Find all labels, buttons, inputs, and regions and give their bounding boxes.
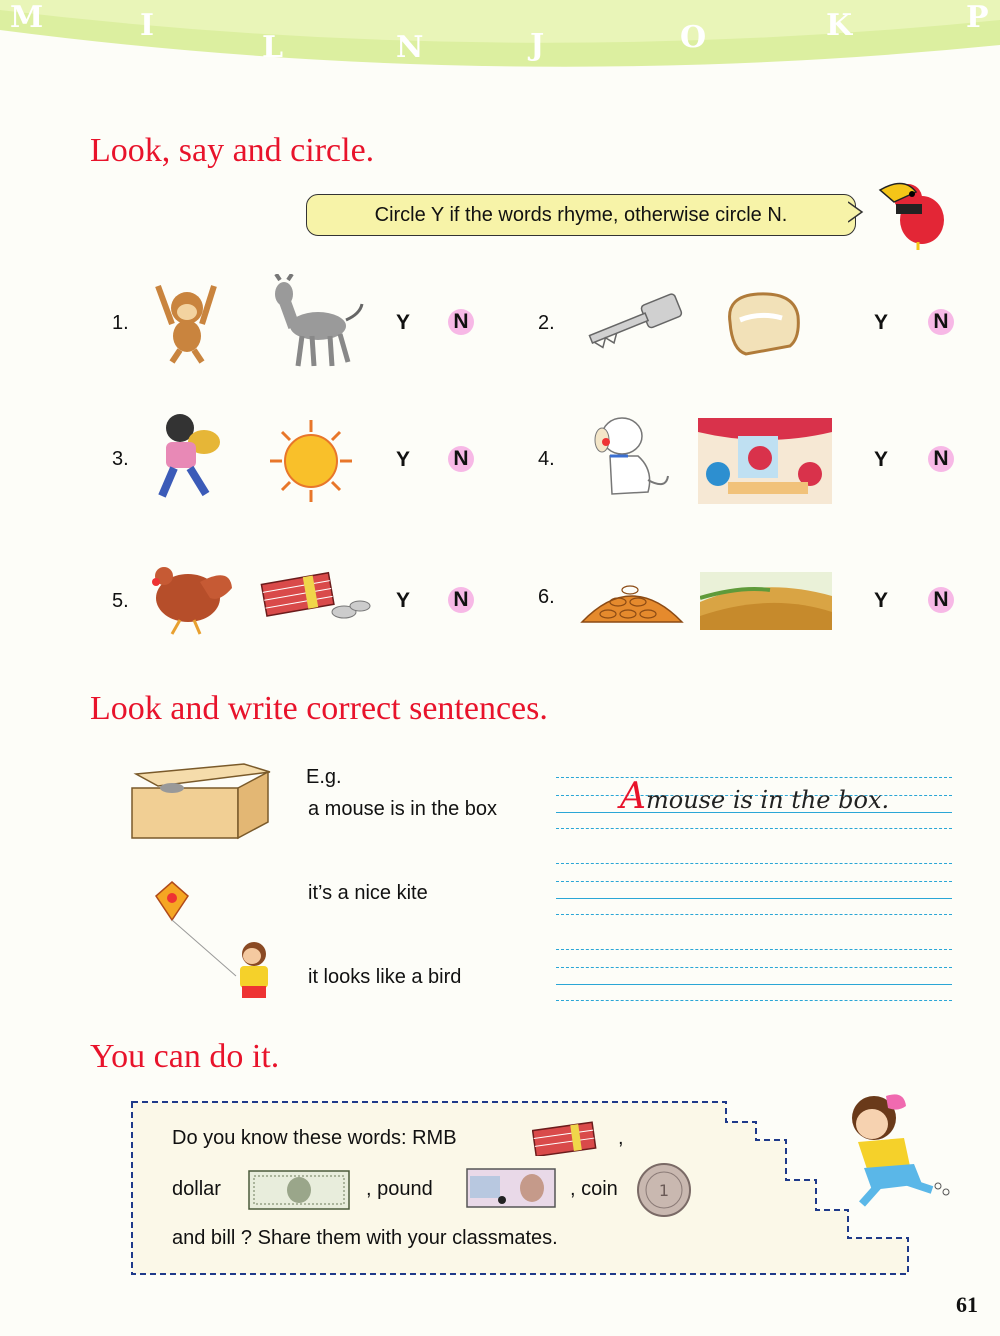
boy-with-kite-icon (136, 876, 276, 1002)
section-title-you-can: You can do it. (90, 1038, 280, 1075)
money-icon (260, 568, 372, 624)
box-with-mouse-icon (128, 760, 274, 840)
banner-letter: N (396, 30, 424, 65)
word-pound: , pound (366, 1178, 433, 1200)
section-title-circle: Look, say and circle. (90, 132, 375, 169)
writing-line (556, 828, 952, 829)
item-number: 1. (112, 312, 129, 334)
writing-line[interactable] (556, 984, 952, 985)
banner-letter: M (10, 0, 44, 35)
item-number: 5. (112, 590, 129, 612)
section-title-write: Look and write correct sentences. (90, 690, 548, 727)
answer-text: mouse is in the box. (646, 786, 890, 814)
bubble-tail (848, 200, 864, 224)
answer-n-circled[interactable]: N (448, 446, 474, 472)
sun-icon (268, 418, 354, 504)
answer-y[interactable]: Y (396, 311, 411, 334)
instruction-text: Circle Y if the words rhyme, otherwise circle N. (374, 203, 788, 226)
banner-letter: O (680, 20, 707, 55)
bread-icon (720, 288, 806, 358)
banner-letter: K (826, 8, 853, 43)
writing-line (556, 949, 952, 950)
answer-n-circled[interactable]: N (928, 446, 954, 472)
key-icon (582, 292, 686, 354)
answer-y[interactable]: Y (874, 311, 889, 334)
instruction-bubble (306, 194, 856, 236)
parrot-icon (874, 176, 954, 252)
item-number: 2. (538, 312, 555, 334)
pound-note-icon (466, 1168, 556, 1208)
rmb-icon (532, 1120, 600, 1156)
dog-icon (582, 410, 674, 502)
writing-line (556, 863, 952, 864)
example-answer (620, 776, 889, 817)
box-line-3: and bill ? Share them with your classmates. (172, 1227, 558, 1249)
answer-n-circled[interactable]: N (928, 309, 954, 335)
word-coin: , coin (570, 1178, 618, 1200)
boy-running-icon (150, 412, 226, 504)
comma: , (618, 1127, 624, 1149)
field-icon (700, 572, 832, 630)
donkey-icon (268, 274, 364, 370)
writing-line (556, 1000, 952, 1001)
dollar-bill-icon (248, 1170, 350, 1210)
banner-letter: J (530, 28, 545, 63)
answer-y[interactable]: Y (396, 448, 411, 471)
answer-n-circled[interactable]: N (448, 309, 474, 335)
svg-text:1: 1 (658, 1181, 670, 1200)
coin-icon (636, 1162, 692, 1218)
sentence-prompt: it looks like a bird (308, 966, 462, 988)
coins-pile-icon (578, 570, 686, 630)
writing-line[interactable] (556, 898, 952, 899)
item-number: 4. (538, 448, 555, 470)
box-line-1: Do you know these words: RMB (172, 1127, 457, 1149)
answer-y[interactable]: Y (874, 589, 889, 612)
writing-line (556, 881, 952, 882)
item-number: 6. (538, 586, 555, 608)
party-icon (698, 418, 832, 504)
answer-y[interactable]: Y (874, 448, 889, 471)
page-number: 61 (956, 1292, 978, 1317)
answer-n-circled[interactable]: N (928, 587, 954, 613)
answer-capital-letter: A (620, 776, 646, 817)
banner-letter: L (262, 30, 284, 65)
answer-n-circled[interactable]: N (448, 587, 474, 613)
item-number: 3. (112, 448, 129, 470)
banner-letter: I (140, 8, 155, 43)
turkey-icon (140, 558, 236, 636)
girl-running-icon (828, 1086, 952, 1210)
answer-y[interactable]: Y (396, 589, 411, 612)
writing-line (556, 967, 952, 968)
sentence-prompt: a mouse is in the box (308, 798, 497, 820)
monkey-icon (152, 278, 222, 364)
banner-letter: P (966, 0, 989, 35)
example-label: E.g. (306, 766, 342, 788)
banner-letters (0, 0, 1000, 80)
sentence-prompt: it’s a nice kite (308, 882, 428, 904)
word-dollar: dollar (172, 1178, 221, 1200)
writing-line (556, 914, 952, 915)
